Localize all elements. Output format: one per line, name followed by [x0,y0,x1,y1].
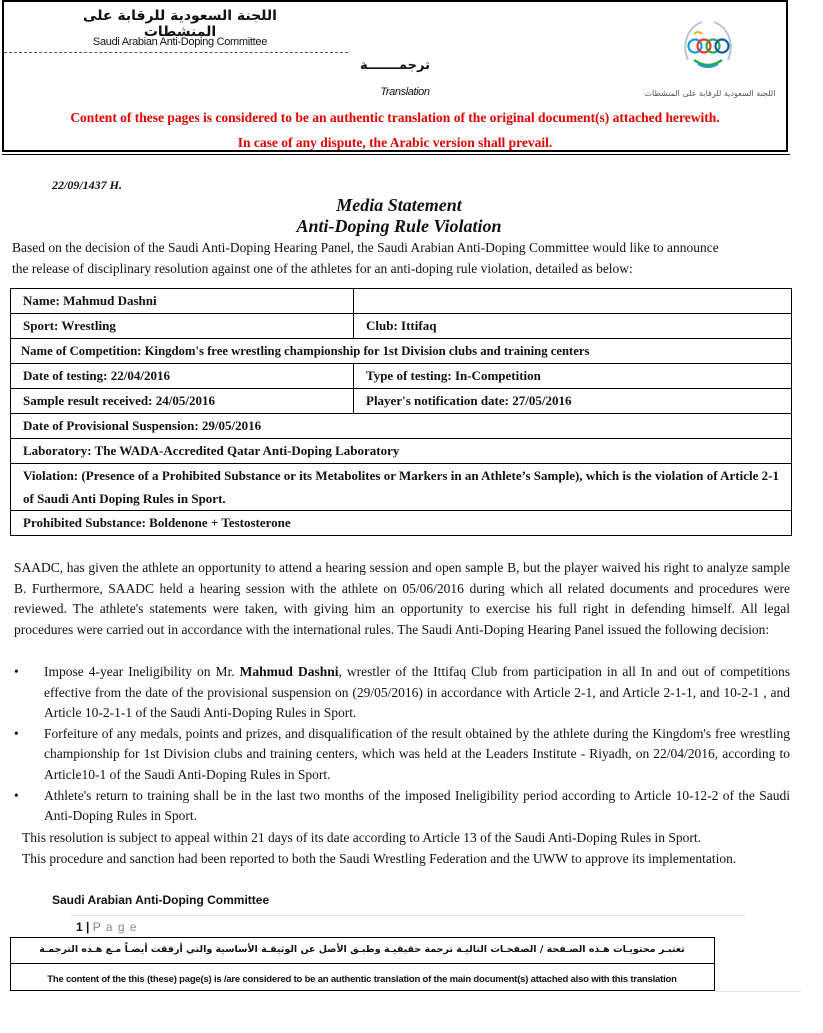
translation-label: Translation [380,86,430,98]
page-number: 1 [76,920,83,934]
footer-english-text: The content of the this (these) page(s) is /are considered to be an authentic translation of the main document(s) attached also with this translation [47,974,677,985]
testing-date-cell: Date of testing: 22/04/2016 [11,364,354,389]
arabic-committee-title: اللجنة السعودية للرقابة على المنشطات [83,8,277,40]
bullet-text: Impose 4-year Ineligibility on Mr. [44,664,240,679]
testing-type-cell: Type of testing: In-Competition [354,364,792,389]
table-row [11,414,792,439]
footer-divider [10,963,715,964]
footer-edge-rule [715,991,801,992]
list-item: • Forfeiture of any medals, points and prizes, and disqualification of the result obtained by the athlete during the Kingdom's free wrestling championship for 1st Division clubs and training centers, which was held at the Leaders Institute - Riyadh, on 22/04/2016, according to Article10-1 of the Saudi Anti-Doping Rules in Sport. [14,724,790,786]
intro-line-1: Based on the decision of the Saudi Anti-Doping Hearing Panel, the Saudi Arabian Anti-Doping Committee would like to announce [12,240,719,255]
table-row [11,364,792,389]
saadc-logo [680,16,736,76]
hearing-paragraph: SAADC, has given the athlete an opportunity to attend a hearing session and open sample B, but the player waived his right to analyze sample B. Furthermore, SAADC held a hearing session with the athlete on 05/06/2016 during which all related documents and procedures were reviewed. The athlete's statements were taken, with giving him an opportunity to exercise his full right in defending himself. All legal procedures were carried out in accordance with the international rules. The Saudi Anti-Doping Hearing Panel issued the following decision: [14,560,790,637]
footer-arabic-text: تعتبـر محتويـات هـذه الصـفحة / الصفحـات التاليـة ترجمة حقيقيـة وطبـق الأصل عن الوثيقـة الأساسية والتي أرفقت أيضـاً مـع هـذه الترجمـة [39,944,685,955]
substance-cell: Prohibited Substance: Boldenone + Testosterone [11,511,792,536]
table-row [11,389,792,414]
arabic-translation-word: ترجمـــــــة [359,58,431,73]
laboratory-cell: Laboratory: The WADA-Accredited Qatar Anti-Doping Laboratory [11,439,792,464]
table-row [11,464,792,511]
translation-notice-line1: Content of these pages is considered to be an authentic translation of the original document(s) attached herewith. [70,110,720,125]
header-dashed-line [4,52,348,53]
club-cell: Club: Ittifaq [354,314,792,339]
decision-list [14,662,790,827]
notification-date-cell: Player's notification date: 27/05/2016 [354,389,792,414]
intro-line-2: the release of disciplinary resolution against one of the athletes for an anti-doping rule violation, detailed as below: [12,261,633,276]
provisional-suspension-cell: Date of Provisional Suspension: 29/05/2016 [11,414,792,439]
sample-result-cell: Sample result received: 24/05/2016 [11,389,354,414]
table-row [11,289,792,314]
header-bottom-rule [2,154,790,155]
competition-cell: Name of Competition: Kingdom's free wrestling championship for 1st Division clubs and training centers [11,339,792,364]
page-label: P a g e [92,920,138,934]
appeal-statement: This resolution is subject to appeal within 21 days of its date according to Article 13 of the Saudi Anti-Doping Rules in Sport. [22,830,702,845]
table-row [11,511,792,536]
table-row [11,339,792,364]
translation-notice-line2: In case of any dispute, the Arabic version shall prevail. [237,135,553,150]
page-indicator [76,920,138,934]
statement-title: Media Statement [336,195,462,215]
logo-caption: اللجنة السعودية للرقابة على المنشطات [644,89,776,98]
violation-details-table [10,288,792,536]
violation-cell: Violation: (Presence of a Prohibited Substance or its Metabolites or Markers in an Athlete’s Sample), which is the violation of Article 2-1 of Saudi Anti Doping Rules in Sport. [11,464,792,511]
list-item: • Athlete's return to training shall be in the last two months of the imposed Ineligibility period according to Article 10-12-2 of the Saudi Anti-Doping Rules in Sport. [14,786,790,827]
reported-statement: This procedure and sanction had been reported to both the Saudi Wrestling Federation and the UWW to approve its implementation. [22,851,737,866]
page-rule [70,915,746,916]
athlete-name-cell: Name: Mahmud Dashni [11,289,354,314]
list-item [14,662,790,724]
statement-subtitle: Anti-Doping Rule Violation [296,216,502,236]
sport-cell: Sport: Wrestling [11,314,354,339]
signature-committee: Saudi Arabian Anti-Doping Committee [52,893,270,907]
table-row [11,439,792,464]
english-committee-title: Saudi Arabian Anti-Doping Committee [92,36,268,48]
bullet-text: , wrestler of the Ittifaq Club from participation in all In and out of competitions effective from the date of the provisional suspension on (29/05/2016) in accordance with Article 2-1, and Article 2-1-1, and 10-2-1 , and Article 10-2-1-1 of the Saudi Anti-Doping Rules in Sport. [44,664,790,721]
empty-cell [354,289,792,314]
page-separator: | [86,920,90,934]
table-row [11,314,792,339]
hijri-date: 22/09/1437 H. [52,178,123,192]
athlete-name-bold: Mahmud Dashni [239,664,339,679]
